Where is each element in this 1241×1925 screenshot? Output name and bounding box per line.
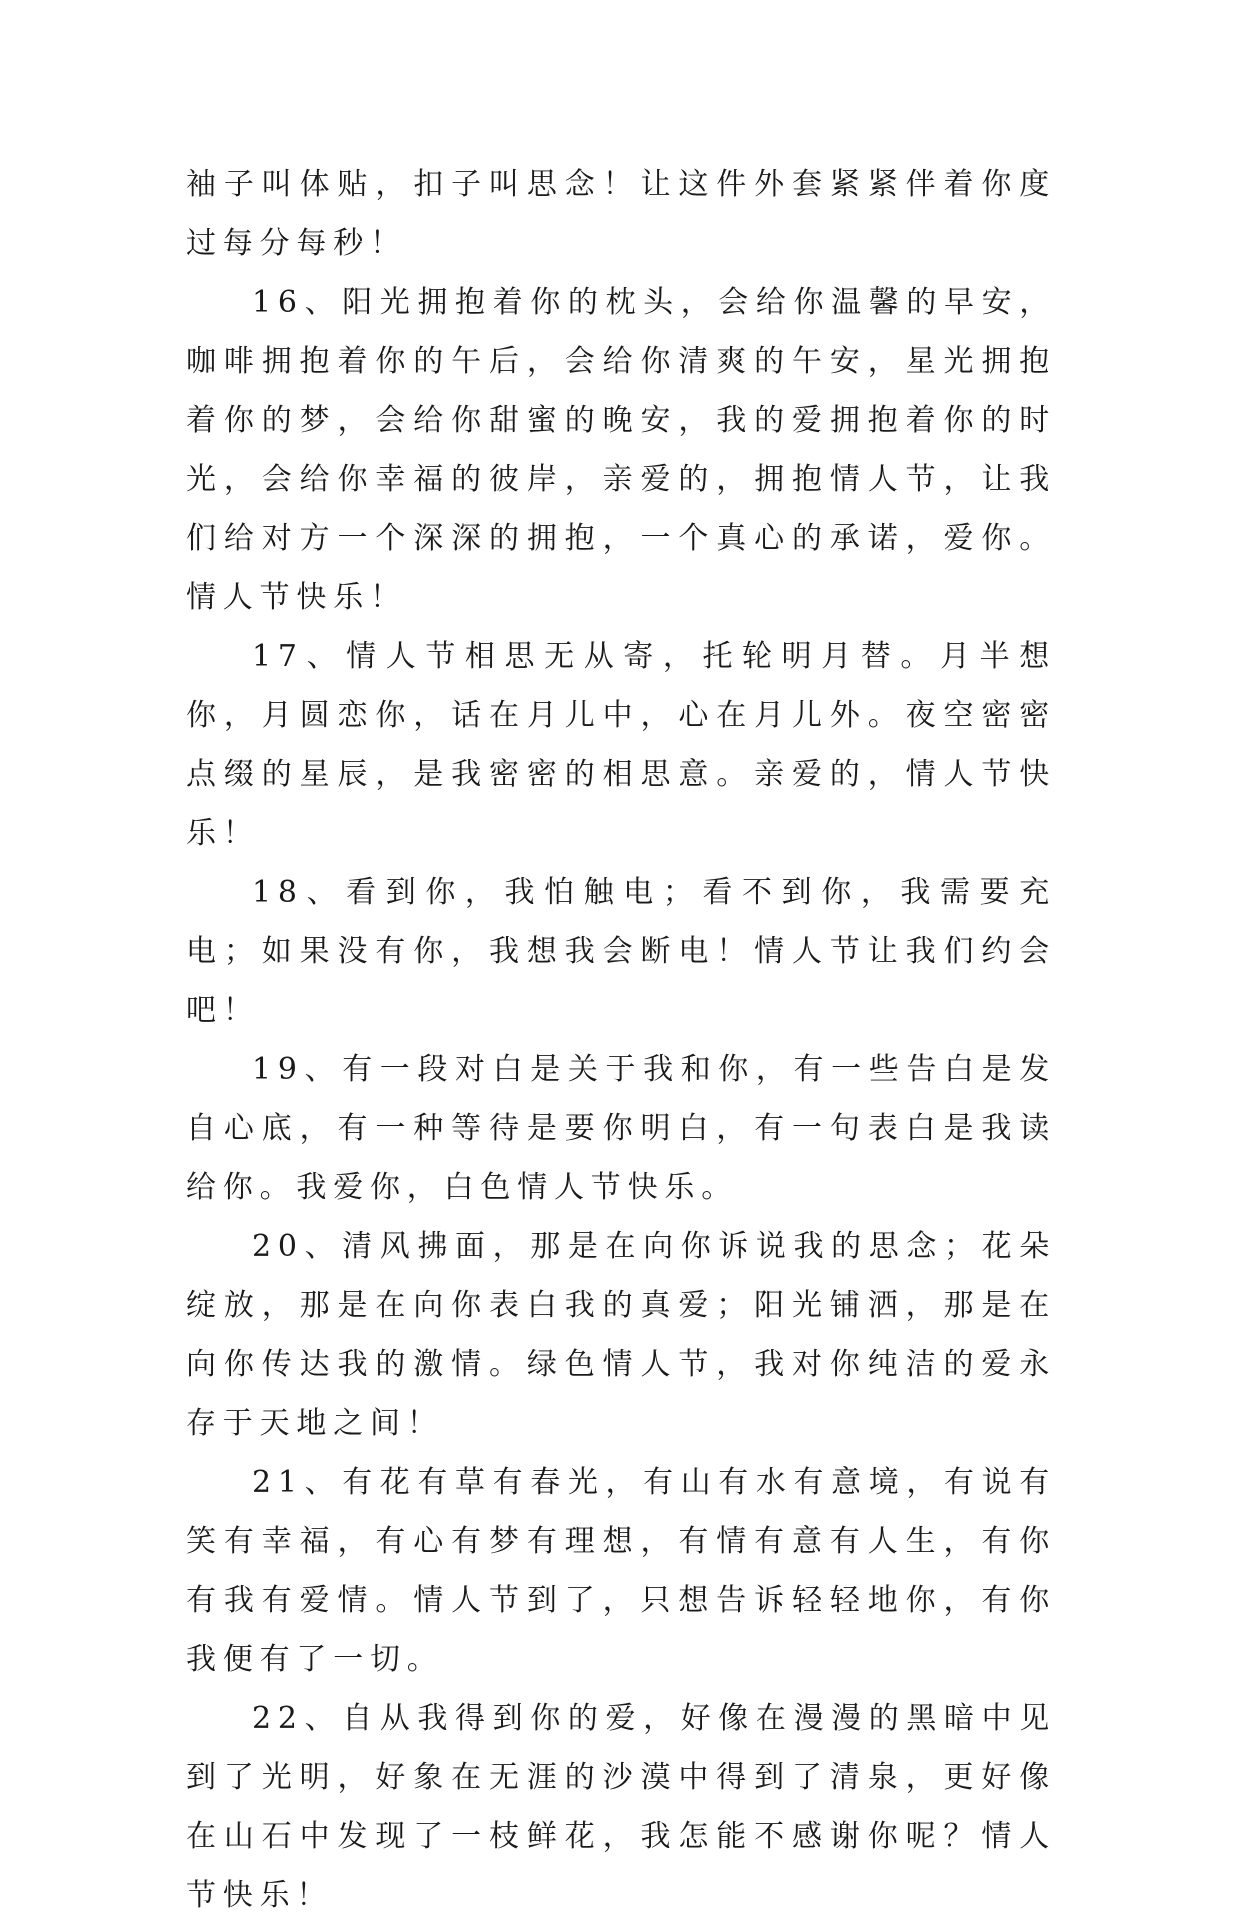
paragraph-22: 22、自从我得到你的爱，好像在漫漫的黑暗中见到了光明，好象在无涯的沙漠中得到了清泉，更好像在山石中发现了一枝鲜花，我怎能不感谢你呢？情人节快乐！ (186, 1701, 1056, 1913)
document-body (186, 155, 1056, 1925)
paragraph-19: 19、有一段对白是关于我和你，有一些告白是发自心底，有一种等待是要你明白，有一句表白是我读给你。我爱你，白色情人节快乐。 (186, 1052, 1056, 1205)
paragraph-continuation: 袖子叫体贴，扣子叫思念！让这件外套紧紧伴着你度过每分每秒！ (186, 167, 1056, 261)
paragraph-21: 21、有花有草有春光，有山有水有意境，有说有笑有幸福，有心有梦有理想，有情有意有人生，有你有我有爱情。情人节到了，只想告诉轻轻地你，有你我便有了一切。 (186, 1465, 1056, 1677)
paragraph-16: 16、阳光拥抱着你的枕头，会给你温馨的早安，咖啡拥抱着你的午后，会给你清爽的午安，星光拥抱着你的梦，会给你甜蜜的晚安，我的爱拥抱着你的时光，会给你幸福的彼岸，亲爱的，拥抱情人节，让我们给对方一个深深的拥抱，一个真心的承诺，爱你。情人节快乐！ (186, 285, 1056, 615)
paragraph-20: 20、清风拂面，那是在向你诉说我的思念；花朵绽放，那是在向你表白我的真爱；阳光铺洒，那是在向你传达我的激情。绿色情人节，我对你纯洁的爱永存于天地之间！ (186, 1229, 1056, 1441)
paragraph-17: 17、情人节相思无从寄，托轮明月替。月半想你，月圆恋你，话在月儿中，心在月儿外。夜空密密点缀的星辰，是我密密的相思意。亲爱的，情人节快乐！ (186, 639, 1056, 851)
paragraph-18: 18、看到你，我怕触电；看不到你，我需要充电；如果没有你，我想我会断电！情人节让我们约会吧！ (186, 875, 1056, 1028)
